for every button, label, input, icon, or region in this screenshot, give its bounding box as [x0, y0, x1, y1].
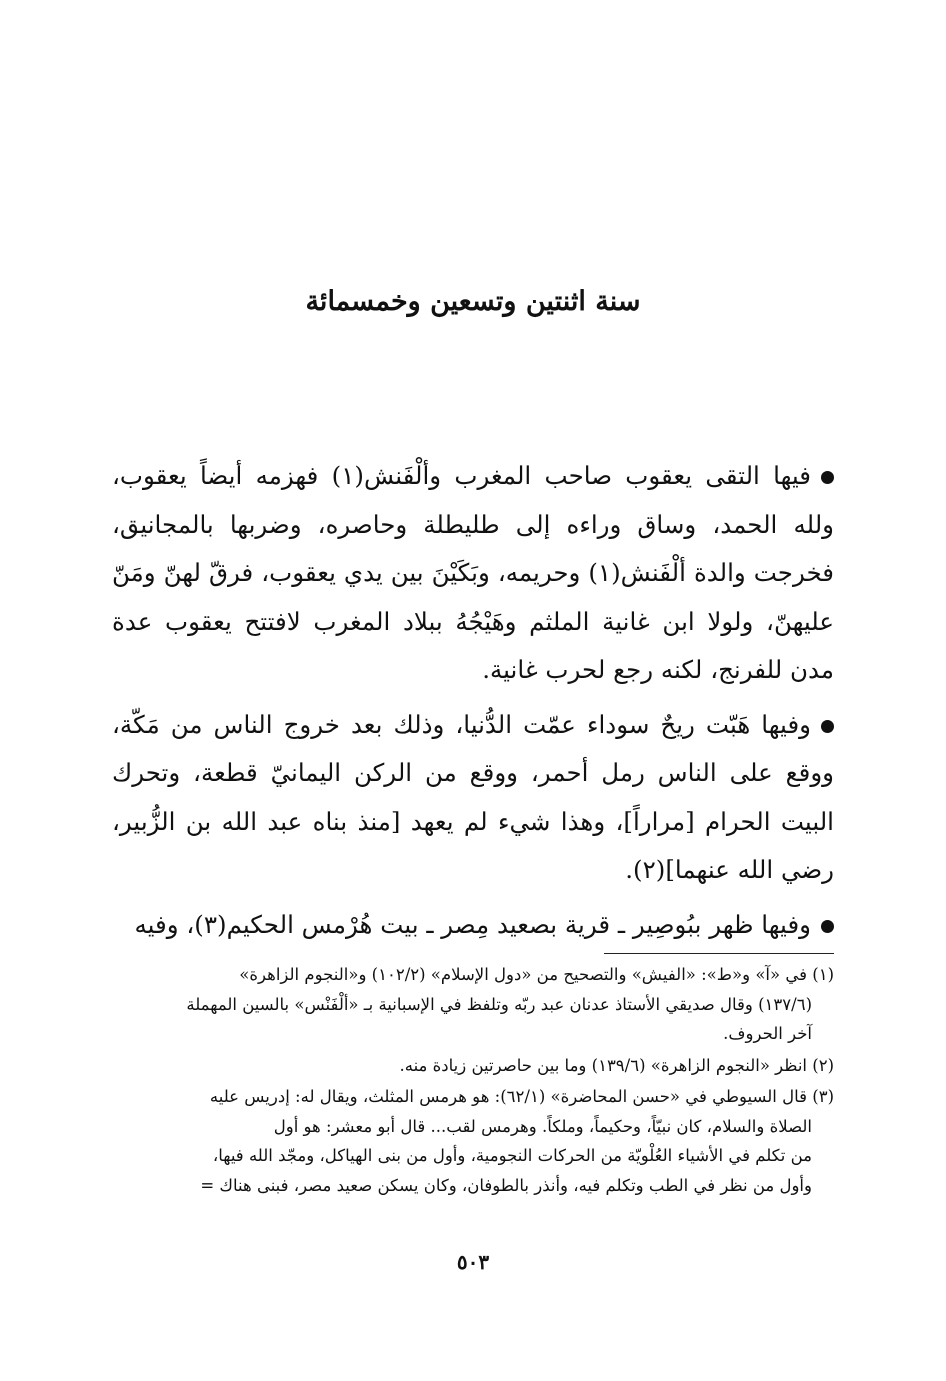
- text-line: لكنه رجع لحرب غانية.: [482, 655, 703, 684]
- footnote-line: (٣) قال السيوطي في «حسن المحاضرة» (٦٢/١): هو هرمس المثلث، ويقال له: إدريس عليه: [209, 1087, 834, 1106]
- text-line: البيت الحرام [مراراً]، وهذا شيء لم يعهد [منذ بناه عبد الله بن الزُّبير،: [112, 806, 834, 836]
- paragraph: [112, 901, 834, 950]
- chapter-title: سنة اثنتين وتسعين وخمسمائة: [305, 286, 641, 317]
- bullet-icon: [821, 720, 834, 733]
- text-line: والدة ألْفَنش(١) وحريمه، وبَكَيْنَ بين يدي يعقوب، فرقّ لهنّ ومَنّ عليهنّ،: [112, 558, 835, 636]
- text-line: رضي الله عنهما](٢).: [625, 855, 834, 884]
- main-text: [112, 452, 834, 955]
- text-line: وفيها هَبّت ريحٌ سوداء عمّت الدُّنيا، وذلك بعد خروج الناس من: [170, 709, 811, 739]
- footnote-line: (٢) انظر «النجوم الزاهرة» (١٣٩/٦) وما بين حاصرتين زيادة منه.: [399, 1055, 834, 1075]
- text-line: وفيها ظهر ببُوصِير ـ قرية بصعيد مِصر ـ بيت هُرْمس الحكيم(٣)، وفيه: [134, 909, 811, 939]
- footnote-line: وأول من نظر في الطب وتكلم فيه، وأنذر بالطوفان، وكان يسكن صعيد مصر، فبنى هناك =: [200, 1175, 812, 1195]
- page-number: ٥٠٣: [456, 1250, 490, 1274]
- text-line: ولله الحمد، وساق وراءه إلى طليطلة وحاصره، وضربها بالمجانيق، فخرجت: [112, 509, 834, 587]
- bullet-icon: [821, 920, 834, 933]
- footnote-line: (١٣٧/٦) وقال صديقي الأستاذ عدنان عبد ربّه وتلفظ في الإسبانية بـ «ألْفَنْس» بالسين المهملة: [186, 994, 812, 1014]
- footnote-line: آخر الحروف.: [723, 1024, 812, 1043]
- footnote-line: (١) في «آ» و«ط»: «الفيش» والتصحيح من «دول الإسلام» (١٠٢/٢) و«النجوم الزاهرة»: [239, 965, 834, 984]
- footnotes: [112, 960, 834, 1202]
- text-line: مَكّة، ووقع على الناس رمل أحمر، ووقع من الركن اليمانيّ قطعة، وتحرك: [112, 709, 834, 787]
- footnote-divider: [604, 953, 834, 954]
- footnote: [112, 1082, 834, 1200]
- footnote-line: من تكلم في الأشياء العُلْويّة من الحركات النجومية، وأول من بنى الهياكل، ومجّد الله فيها،: [212, 1146, 812, 1165]
- footnote: [112, 960, 834, 1049]
- text-line: فيها التقى يعقوب صاحب المغرب وألْفَنش(١) فهزمه أيضاً يعقوب،: [112, 461, 812, 490]
- paragraph: [112, 452, 834, 695]
- text-line: ولولا ابن غانية الملثم وهَيْجُهُ ببلاد المغرب لافتتح يعقوب عدة مدن للفرنج،: [112, 606, 834, 684]
- bullet-icon: [821, 471, 834, 484]
- paragraph: [112, 701, 834, 895]
- footnote-line: الصلاة والسلام، كان نبيّاً، وحكيماً، وملكاً. وهرمس لقب... قال أبو معشر: هو أول: [273, 1116, 812, 1136]
- footnote: [112, 1051, 834, 1081]
